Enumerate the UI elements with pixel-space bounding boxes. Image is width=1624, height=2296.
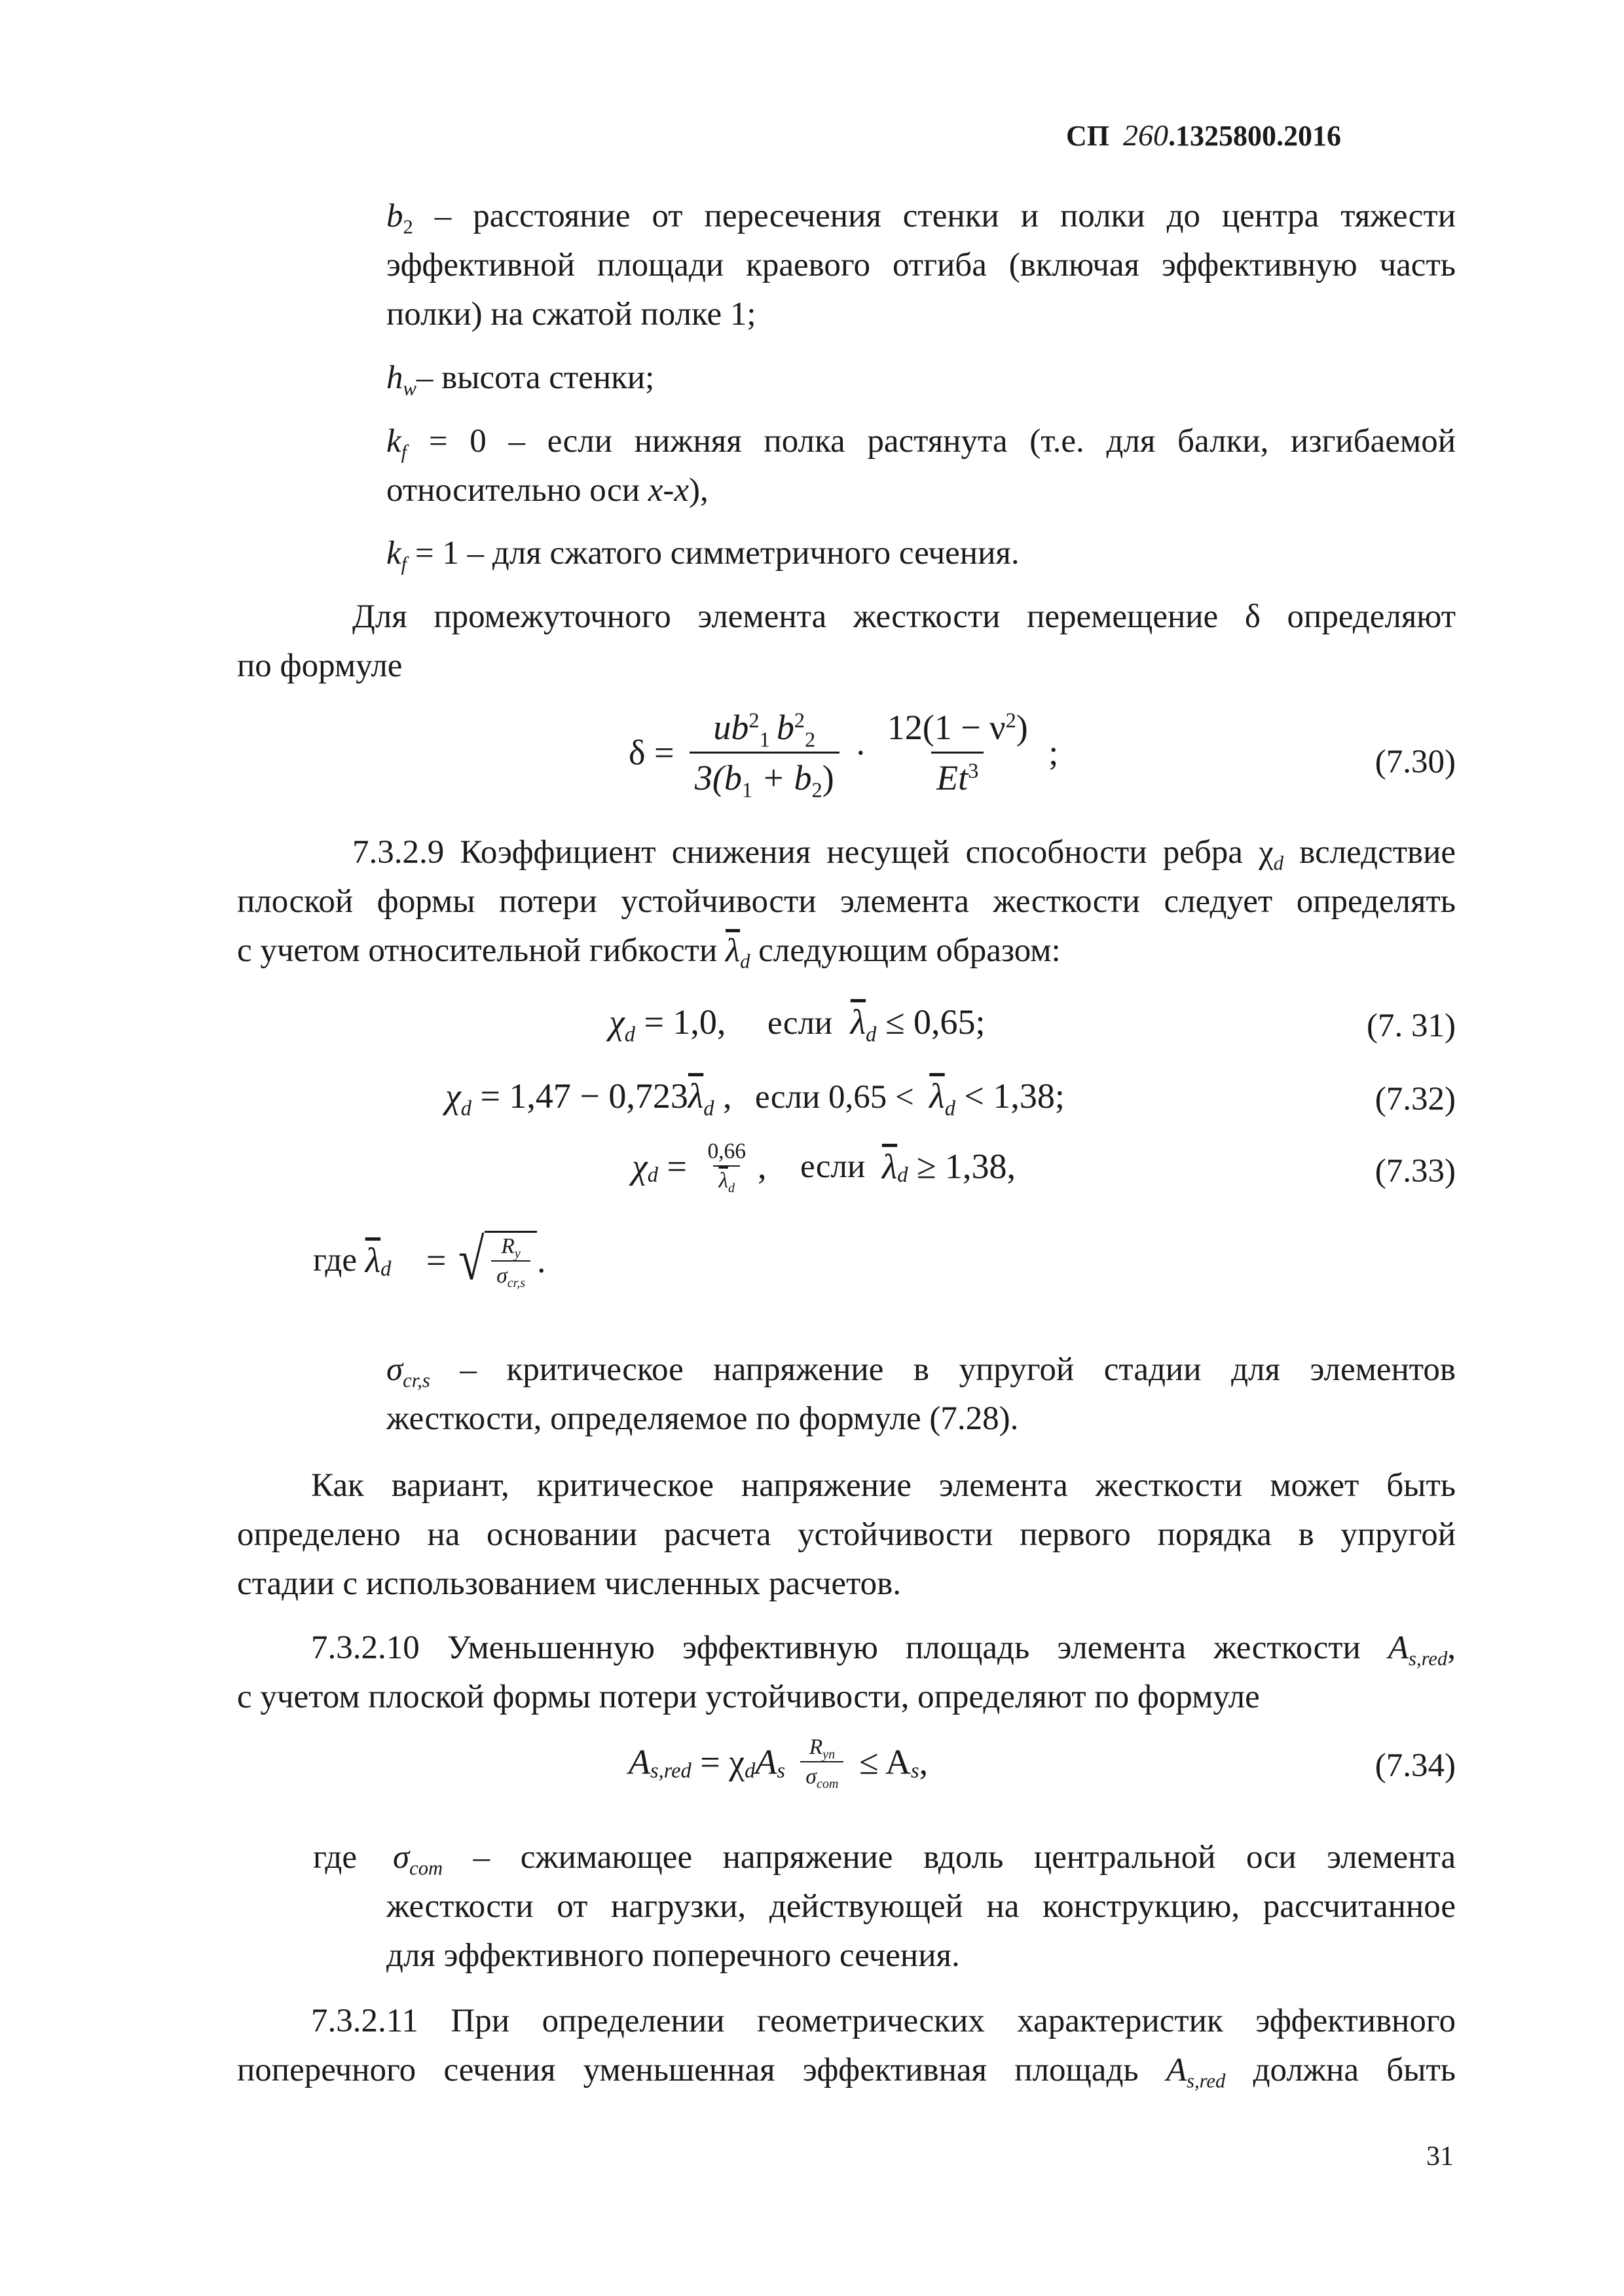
text-line: определено на основании расчета устойчивости первого порядка в упругой bbox=[237, 1516, 1456, 1553]
text-line: жесткости от нагрузки, действующей на конструкцию, рассчитанное bbox=[386, 1888, 1456, 1925]
equation-number: (7.34) bbox=[1375, 1747, 1456, 1784]
definition-kf-1: $k_f = 1$ – для сжатого симметричного сечения. bbox=[386, 535, 1020, 575]
text-line: для эффективного поперечного сечения. bbox=[386, 1937, 960, 1974]
equation-7-31: $\chi_d = 1,0$, если $\overline{\lambda}_d \le 0,65$; bbox=[609, 1002, 986, 1047]
text-line: плоской формы потери устойчивости элемента жесткости следует определять bbox=[237, 883, 1456, 920]
lambda-definition: где $\overline{\lambda}_d$ = √ $\frac{R_y}{\sigma_{cr,s}}$ . bbox=[313, 1228, 546, 1292]
text-line: эффективной площади краевого отгиба (включая эффективную часть bbox=[386, 247, 1456, 283]
equation-number: (7.30) bbox=[1375, 744, 1456, 780]
clause-7-3-2-10: 7.3.2.10 Уменьшенную эффективную площадь элемента жесткости $A_{s,red}$, bbox=[311, 1630, 1456, 1670]
text-line: полки) на сжатой полке 1; bbox=[386, 296, 756, 333]
equation-number: (7.32) bbox=[1375, 1081, 1456, 1118]
definition-kf-0: $k_f = 0$ – если нижняя полка растянута (т.е. для балки, изгибаемой bbox=[386, 423, 1456, 464]
equation-7-32: $\chi_d = 1,47 - 0,723\overline{\lambda}_d$ , если $0,65 < \overline{\lambda}_d < 1,38$; bbox=[445, 1076, 1065, 1121]
paragraph-delta: Для промежуточного элемента жесткости перемещение δ определяют bbox=[352, 598, 1456, 635]
text-line: с учетом относительной гибкости $\overline{\lambda}_d$ следующим образом: bbox=[237, 932, 1061, 973]
header-code: .1325800.2016 bbox=[1168, 120, 1341, 152]
definition-sigma-com: $\sigma_{com}$ – сжимающее напряжение вдоль центральной оси элемента bbox=[393, 1839, 1456, 1880]
text-line: жесткости, определяемое по формуле (7.28). bbox=[386, 1400, 1019, 1437]
text-line: по формуле bbox=[237, 647, 403, 684]
header-label: СП bbox=[1066, 120, 1109, 152]
sqrt-sign: √ $\frac{R_y}{\sigma_{cr,s}}$ bbox=[455, 1231, 537, 1290]
equation-7-33: $\chi_d$ = $\frac{0,66}{\overline{\lambda}_d}$ , если $\overline{\lambda}_d \ge 1,38$, bbox=[632, 1139, 1016, 1196]
document-header bbox=[1066, 118, 1341, 153]
text-line: поперечного сечения уменьшенная эффективная площадь $A_{s,red}$ должна быть bbox=[237, 2052, 1456, 2092]
definition-b2: $b_2$ – расстояние от пересечения стенки и полки до центра тяжести bbox=[386, 198, 1456, 238]
definition-sigma-cr-s: $\sigma_{cr,s}$ – критическое напряжение в упругой стадии для элементов bbox=[386, 1351, 1456, 1392]
handwritten-number: 260 bbox=[1123, 118, 1168, 152]
text-line: относительно оси x-x), bbox=[386, 472, 709, 509]
clause-7-3-2-9: 7.3.2.9 Коэффициент снижения несущей способности ребра $\chi_d$ вследствие bbox=[352, 834, 1456, 875]
equation-number: (7.33) bbox=[1375, 1153, 1456, 1190]
clause-7-3-2-11: 7.3.2.11 При определении геометрических характеристик эффективного bbox=[311, 2003, 1456, 2039]
text-line: стадии с использованием численных расчетов. bbox=[237, 1565, 901, 1602]
page-number: 31 bbox=[1426, 2141, 1454, 2172]
text-line: с учетом плоской формы потери устойчивости, определяют по формуле bbox=[237, 1679, 1260, 1715]
where-label: где bbox=[313, 1839, 357, 1876]
equation-number: (7. 31) bbox=[1367, 1008, 1456, 1044]
paragraph-variant: Как вариант, критическое напряжение элемента жесткости может быть bbox=[311, 1467, 1456, 1504]
equation-7-34: $A_{s,red} = \chi_dA_s$ $\frac{R_{yn}}{\sigma_{com}}$ ≤ $A_s$, bbox=[629, 1735, 929, 1792]
equation-7-30: δ = $\frac{ub^2_1 b^2_2}{3(b_1 + b_2)}$ · $\frac{12(1 - \nu^2)}{Et^3}$ ; bbox=[629, 708, 1059, 803]
definition-hw: $h_w-$ высота стенки; bbox=[386, 359, 655, 400]
